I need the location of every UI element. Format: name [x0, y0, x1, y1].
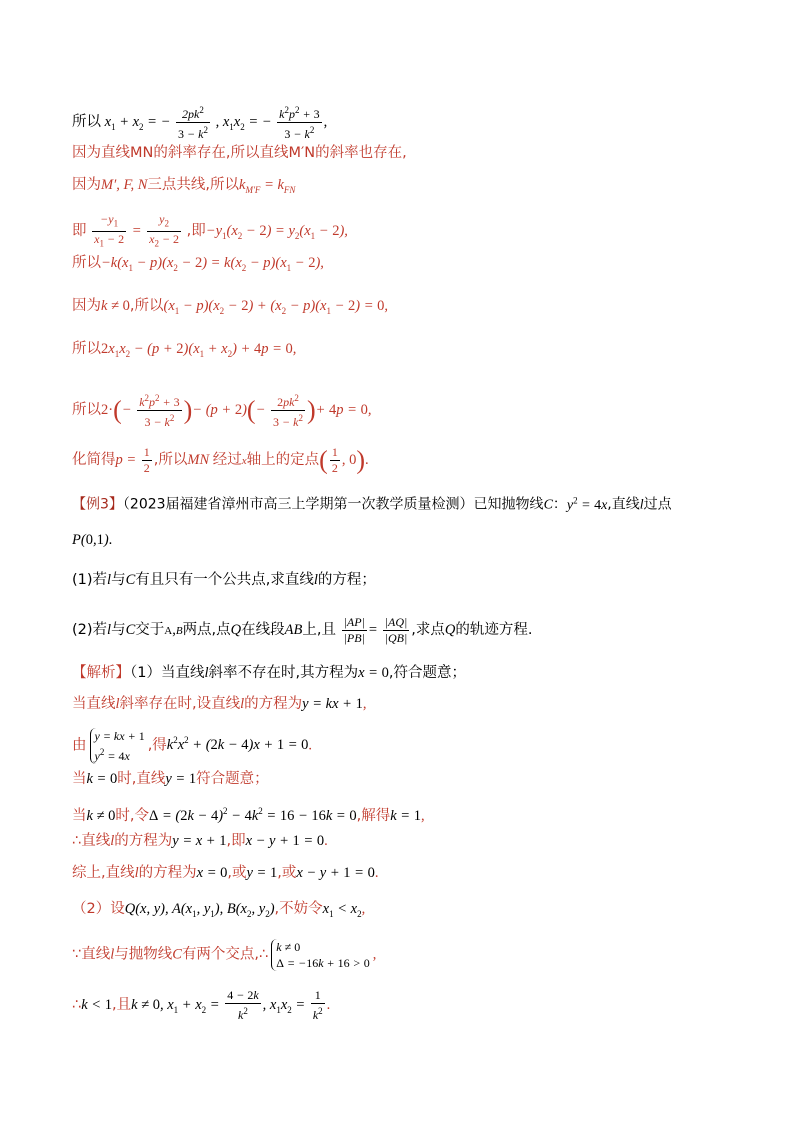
example-3-heading: 【例3】（2023届福建省漳州市高三上学期第一次教学质量检测）已知抛物线C：$y^2 = 4x$,直线l过点 — [72, 495, 672, 513]
fraction: $\frac{1}{k^2}$ — [312, 988, 323, 1022]
text: ,求点 — [411, 621, 445, 638]
text: 与抛物线 — [114, 946, 173, 963]
math: $(x_1 - p)(x_2 - 2) + (x_2 - p)(x_1 - 2) = 0$, — [163, 298, 389, 316]
solution-6: ∴直线l的方程为y = x + 1,即x − y + 1 = 0. — [72, 833, 328, 849]
line-5 — [72, 253, 324, 278]
line-4: 即 $\frac{-y_1}{x_1 - 2}$ = $\frac{y_2}{x_2 - 2}$ ,即$-y_1(x_2 - 2) = y_2(x_1 - 2)$, — [72, 212, 348, 252]
fraction: $\frac{k^2p^2 + 3}{3 - k^2}$ — [279, 105, 320, 141]
text: 的方程为 — [114, 833, 173, 849]
text: 上,且 — [302, 621, 336, 638]
text: 的方程为 — [138, 865, 197, 881]
text: 与 — [111, 621, 126, 638]
text: 有两个交点,∴ — [181, 946, 269, 963]
math: k ≠ 0 — [101, 298, 130, 314]
text: 斜率不存在时,其方程为 — [208, 665, 359, 681]
text: 的轨迹方程. — [455, 621, 533, 638]
fraction: $\frac{-y_1}{x_1 - 2}$ — [94, 212, 125, 249]
text: 与 — [111, 572, 126, 588]
text: ,或 — [277, 865, 297, 881]
text: ∴直线 — [72, 833, 111, 849]
line-8: 所以2·(− $\frac{k^2p^2 + 3}{3 - k^2}$ )− (p + 2)(− $\frac{2pk^2}{3 - k^2}$ )+ 4p = 0, — [72, 393, 372, 429]
text: （2023届福建省漳州市高三上学期第一次教学质量检测）已知抛物线 — [122, 496, 544, 513]
text: 当直线 — [72, 696, 116, 712]
math: $-k(x_1 - p)(x_2 - 2) = k(x_2 - p)(x_1 - 2)$, — [101, 255, 324, 273]
fraction: $\frac{2pk^2}{3 - k^2}$ — [273, 393, 303, 429]
line-6 — [72, 296, 388, 321]
text: (1)若 — [72, 572, 108, 588]
text: 因为 — [72, 298, 101, 314]
text: ,不妨令 — [274, 901, 323, 917]
fraction: $\frac{y_2}{x_2 - 2}$ — [149, 212, 180, 249]
text: 的方程； — [317, 572, 376, 588]
text: ,即 — [226, 833, 246, 849]
solution-10: ∴k < 1,且k ≠ 0, $x_1 + x_2$ = $\frac{4 - 2k}{k^2}$ , $x_1x_2$ = $\frac{1}{k^2}$ . — [72, 988, 331, 1022]
text: 所以 — [72, 255, 101, 271]
solution-9: ∵直线l与抛物线C有两个交点,∴ k ≠ 0 Δ = −16k + 16 > 0 , — [72, 940, 377, 970]
text: 所以 — [72, 341, 101, 357]
text: ,或 — [227, 865, 247, 881]
text: ,直线 — [607, 496, 640, 513]
equation-system: y = kx + 1 $y^2 = 4x$ — [90, 728, 145, 764]
line-7 — [72, 339, 296, 364]
text: 时,令 — [115, 807, 150, 824]
fraction: $\frac{2pk^2}{3 - k^2}$ — [178, 105, 208, 141]
math: $k_{M'F} = k_{FN}$ — [239, 177, 296, 195]
text: (2)若 — [72, 621, 108, 638]
text: 当 — [72, 771, 87, 787]
text: 因为 — [72, 177, 101, 193]
text: 在线段 — [241, 621, 285, 638]
solution-2: 当直线l斜率存在时,设直线l的方程为y = kx + 1, — [72, 696, 367, 712]
text: ,且 — [111, 996, 132, 1013]
text: 化简得 — [72, 451, 116, 468]
text: 斜率存在时,设直线 — [119, 696, 241, 712]
fraction: $\frac{1}{2}$ — [331, 445, 338, 475]
text: 由 — [72, 737, 87, 754]
solution-8: （2）设Q(x, y), $A(x_1$, $y_1$), $B(x_2$, $y_2$),不妨令$x_1 < x_2$, — [72, 901, 366, 919]
text: ,得 — [147, 737, 167, 754]
math: , $x_1x_2$ = − — [215, 113, 272, 132]
text: 经过 — [212, 451, 242, 468]
text: ,所以 — [153, 451, 188, 468]
fraction: $\frac{|AQ|}{|QB|}$ — [384, 615, 408, 645]
text: ,所以 — [129, 298, 164, 314]
equation-system: k ≠ 0 Δ = −16k + 16 > 0 — [271, 939, 369, 971]
question-1: (1)若l与C有且只有一个公共点,求直线l的方程； — [72, 572, 376, 588]
text: 时,直线 — [117, 771, 166, 787]
solution-4: 当k = 0时,直线y = 1符合题意； — [72, 771, 269, 787]
text: ∴ — [72, 996, 82, 1013]
text: 所以 — [72, 401, 101, 418]
solution-1: 【解析】（1）当直线l斜率不存在时,其方程为x = 0,符合题意； — [72, 665, 466, 681]
fraction: $\frac{k^2p^2 + 3}{3 - k^2}$ — [139, 393, 180, 429]
text: ,解得 — [356, 807, 391, 824]
text: 三点共线,所以 — [147, 177, 240, 193]
fraction: $\frac{|AP|}{|PB|}$ — [343, 615, 365, 645]
text: 当 — [72, 807, 87, 824]
math: M′, F, N — [101, 177, 148, 193]
math: $-y_1(x_2 - 2) = y_2(x_1 - 2)$, — [205, 223, 348, 242]
text: 过点 — [643, 496, 672, 513]
text: （2）设 — [72, 901, 125, 917]
text: 两点,点 — [182, 621, 231, 638]
example-3-point: P(0,1). — [72, 532, 113, 548]
text: 轴上的定点 — [246, 451, 320, 468]
example-label: 【例3】 — [72, 496, 123, 513]
solution-5: 当k ≠ 0时,令$\Delta = (2k - 4)^2 - 4k^2 = 16 - 16k = 0$,解得k = 1, — [72, 806, 425, 824]
fraction: $\frac{4 - 2k}{k^2}$ — [227, 988, 259, 1022]
line-1: 所以 $x_1 + x_2$ = − $\frac{2pk^2}{3 - k^2}$ , $x_1x_2$ = − $\frac{k^2p^2 + 3}{3 - k^2}$ , — [72, 105, 328, 141]
text: 即 — [72, 223, 87, 240]
line-9: 化简得p = $\frac{1}{2}$ ,所以MN 经过x轴上的定点( $\frac{1}{2}$ , 0). — [72, 445, 369, 475]
text: 所以 — [72, 113, 101, 130]
text: 的方程为 — [244, 696, 303, 712]
math: $x_1 + x_2$ = − — [104, 113, 171, 132]
line-2: 因为直线MN的斜率存在,所以直线M′N的斜率也存在, — [72, 145, 407, 161]
text: （1）当直线 — [130, 665, 205, 681]
text: ,即 — [186, 223, 206, 240]
text: ,符合题意； — [388, 665, 466, 681]
math: $2x_1x_2 - (p + 2)(x_1 + x_2) + 4p = 0$, — [101, 341, 297, 359]
solution-label: 【解析】 — [72, 665, 130, 681]
text: 符合题意； — [196, 771, 269, 787]
solution-3: 由 y = kx + 1 $y^2 = 4x$ ,得$k^2x^2 + (2k - 4)x + 1 = 0$. — [72, 729, 313, 763]
solution-7: 综上,直线l的方程为x = 0,或y = 1,或x − y + 1 = 0. — [72, 865, 379, 881]
text: 交于 — [135, 621, 165, 638]
line-3 — [72, 175, 295, 200]
fraction: $\frac{1}{2}$ — [143, 445, 150, 475]
text: 有且只有一个公共点,求直线 — [135, 572, 314, 588]
text: 综上,直线 — [72, 865, 135, 881]
question-2: (2)若l与C交于A,B两点,点Q在线段AB上,且 $\frac{|AP|}{|PB|}$ = $\frac{|AQ|}{|QB|}$ ,求点Q的轨迹方程. — [72, 615, 533, 645]
text: ∵直线 — [72, 946, 111, 963]
